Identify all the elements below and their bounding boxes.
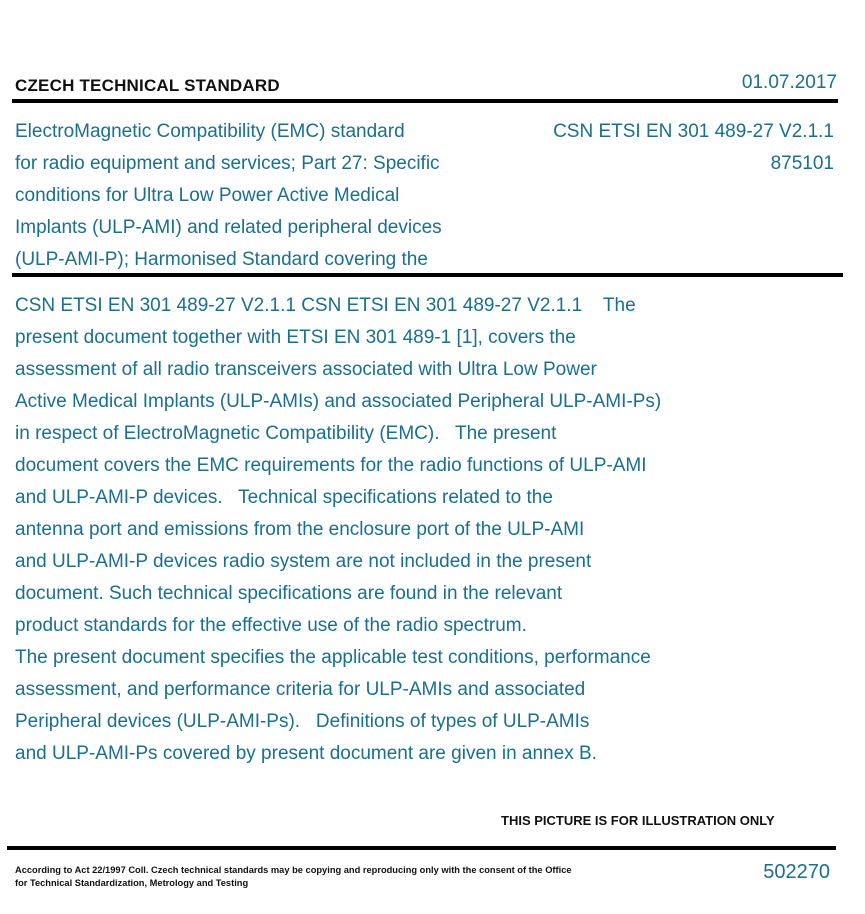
body-line: Peripheral devices (ULP-AMI-Ps). Definitions of types of ULP-AMIs: [15, 711, 590, 732]
class-number: 875101: [770, 153, 834, 174]
title-line: ElectroMagnetic Compatibility (EMC) standard: [15, 121, 405, 142]
body-line: in respect of ElectroMagnetic Compatibility (EMC). The present: [15, 423, 557, 444]
illustration-disclaimer: THIS PICTURE IS FOR ILLUSTRATION ONLY: [501, 813, 775, 828]
body-line: The present document specifies the applicable test conditions, performance: [15, 647, 651, 668]
standard-title: [15, 116, 505, 276]
body-line: document covers the EMC requirements for the radio functions of ULP-AMI: [15, 455, 647, 476]
body-line: CSN ETSI EN 301 489-27 V2.1.1 CSN ETSI EN 301 489-27 V2.1.1 The: [15, 295, 636, 316]
document-header-title: CZECH TECHNICAL STANDARD: [15, 76, 280, 95]
body-line: and ULP-AMI-P devices radio system are not included in the present: [15, 551, 592, 572]
footer-rule: [7, 846, 836, 850]
standard-identifier: [553, 116, 834, 180]
title-line: (ULP-AMI-P); Harmonised Standard covering the: [15, 249, 428, 270]
copyright-line: for Technical Standardization, Metrology and Testing: [15, 878, 249, 888]
abstract-text: [15, 290, 661, 770]
title-line: Implants (ULP-AMI) and related peripheral devices: [15, 217, 442, 238]
body-line: present document together with ETSI EN 301 489-1 [1], covers the: [15, 327, 576, 348]
body-line: Active Medical Implants (ULP-AMIs) and associated Peripheral ULP-AMI-Ps): [15, 391, 662, 412]
body-line: document. Such technical specifications are found in the relevant: [15, 583, 563, 604]
copyright-note: [15, 864, 572, 890]
title-line: for radio equipment and services; Part 27: Specific: [15, 153, 440, 174]
copyright-line: According to Act 22/1997 Coll. Czech technical standards may be copying and reproducing only with the consent of the Office: [15, 865, 572, 875]
publication-date: 01.07.2017: [741, 72, 837, 93]
body-line: antenna port and emissions from the enclosure port of the ULP-AMI: [15, 519, 585, 540]
body-line: and ULP-AMI-Ps covered by present document are given in annex B.: [15, 743, 597, 764]
body-line: product standards for the effective use of the radio spectrum.: [15, 615, 527, 636]
body-line: assessment, and performance criteria for ULP-AMIs and associated: [15, 679, 586, 700]
body-line: assessment of all radio transceivers associated with Ultra Low Power: [15, 359, 597, 380]
document-id: 502270: [763, 861, 830, 883]
standard-code: CSN ETSI EN 301 489-27 V2.1.1: [553, 121, 834, 142]
body-line: and ULP-AMI-P devices. Technical specifications related to the: [15, 487, 553, 508]
title-rule: [12, 273, 843, 277]
header-rule: [12, 99, 838, 103]
title-line: conditions for Ultra Low Power Active Medical: [15, 185, 400, 206]
